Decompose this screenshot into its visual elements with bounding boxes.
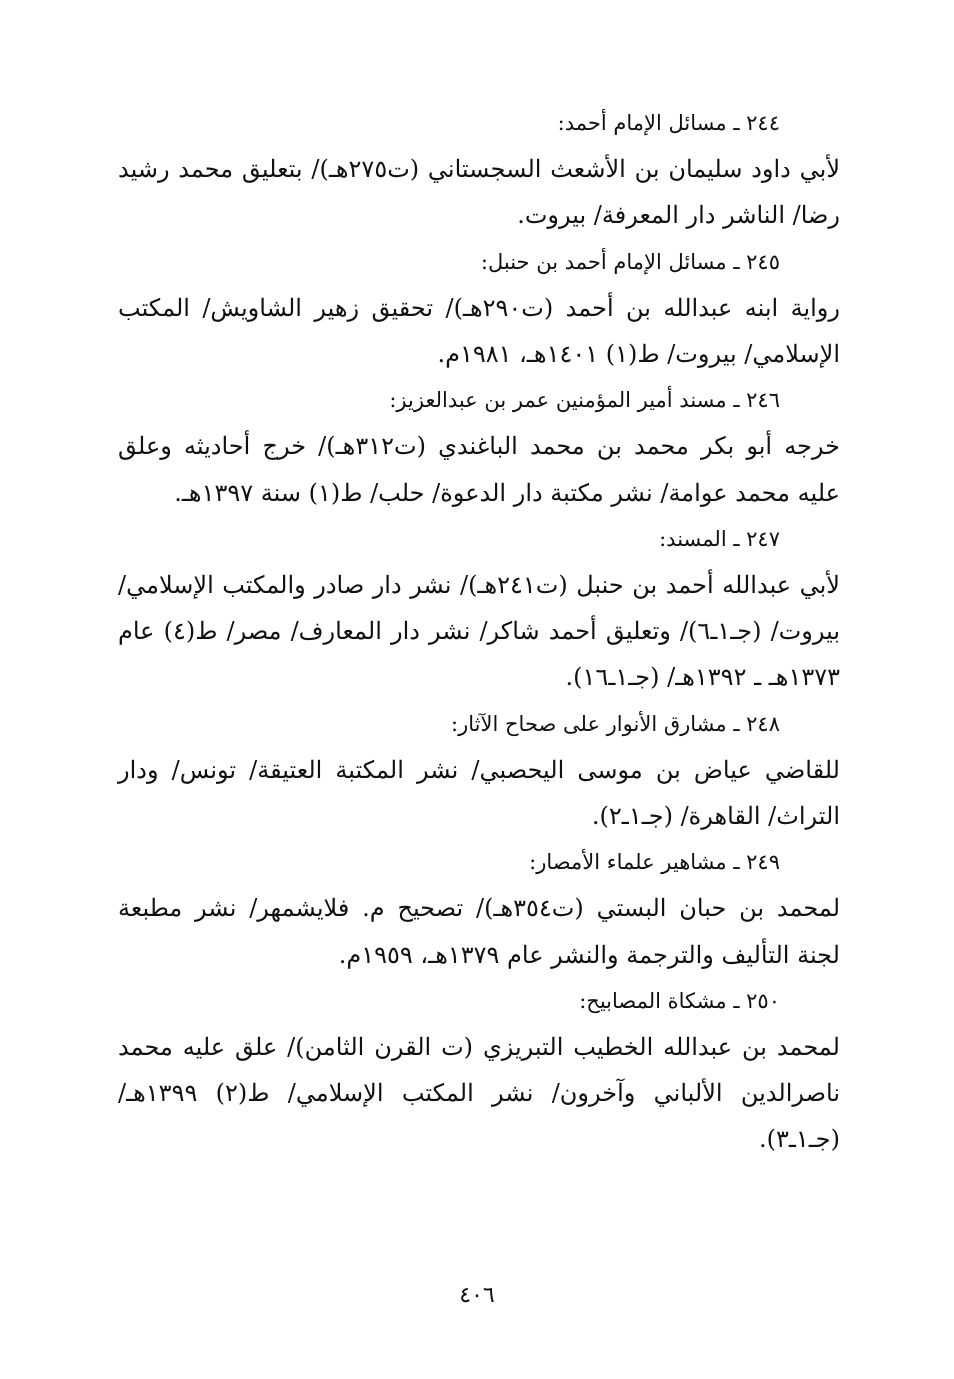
entry-body: للقاضي عياض بن موسى اليحصبي/ نشر المكتبة العتيقة/ تونس/ ودار التراث/ القاهرة/ (جـ١ـ٢). <box>118 755 840 831</box>
entry-heading: ٢٤٥ ـ مسائل الإمام أحمد بن حنبل: <box>480 249 780 274</box>
bibliography-entry-247 <box>118 516 840 701</box>
bibliography-entry-246 <box>118 377 840 516</box>
entry-heading: ٢٥٠ ـ مشكاة المصابيح: <box>579 988 780 1013</box>
entry-body: لأبي عبدالله أحمد بن حنبل (ت٢٤١هـ)/ نشر دار صادر والمكتب الإسلامي/ بيروت/ (جـ١ـ٦)/ وتعليق أحمد شاكر/ نشر دار المعارف/ مصر/ ط(٤) عام ١٣٧٣هـ ـ ١٣٩٢هـ/ (جـ١ـ١٦). <box>118 571 840 692</box>
bibliography-entry-249 <box>118 839 840 978</box>
bibliography-entry-248 <box>118 701 840 840</box>
entry-body: لمحمد بن عبدالله الخطيب التبريزي (ت القرن الثامن)/ علق عليه محمد ناصرالدين الألباني وآخرون/ نشر المكتب الإسلامي/ ط(٢) ١٣٩٩هـ/ (جـ١ـ٣). <box>118 1033 841 1154</box>
entry-body: خرجه أبو بكر محمد بن محمد الباغندي (ت٣١٢هـ)/ خرج أحاديثه وعلق عليه محمد عوامة/ نشر مكتبة دار الدعوة/ حلب/ ط(١) سنة ١٣٩٧هـ. <box>118 432 840 507</box>
entry-heading: ٢٤٤ ـ مسائل الإمام أحمد: <box>557 111 780 135</box>
entry-heading: ٢٤٦ ـ مسند أمير المؤمنين عمر بن عبدالعزيز: <box>389 388 780 413</box>
entry-body: لأبي داود سليمان بن الأشعث السجستاني (ت٢٧٥هـ)/ بتعليق محمد رشيد رضا/ الناشر دار المعرفة/ بيروت. <box>118 155 841 230</box>
entry-heading: ٢٤٩ ـ مشاهير علماء الأمصار: <box>529 850 780 875</box>
bibliography-entry-244 <box>118 100 840 239</box>
page-number: ٤٠٦ <box>459 1283 495 1308</box>
bibliography-entry-250 <box>118 978 840 1163</box>
bibliography-entry-245 <box>118 239 840 378</box>
bibliography-list <box>118 100 840 1163</box>
entry-heading: ٢٤٨ ـ مشارق الأنوار على صحاح الآثار: <box>451 711 780 736</box>
entry-body: رواية ابنه عبدالله بن أحمد (ت٢٩٠هـ)/ تحقيق زهير الشاويش/ المكتب الإسلامي/ بيروت/ ط(١) ١٤٠١هـ، ١٩٨١م. <box>118 293 840 369</box>
entry-heading: ٢٤٧ ـ المسند: <box>659 526 780 551</box>
entry-body: لمحمد بن حبان البستي (ت٣٥٤هـ)/ تصحيح م. فلايشمهر/ نشر مطبعة لجنة التأليف والترجمة والنشر عام ١٣٧٩هـ، ١٩٥٩م. <box>118 894 841 969</box>
